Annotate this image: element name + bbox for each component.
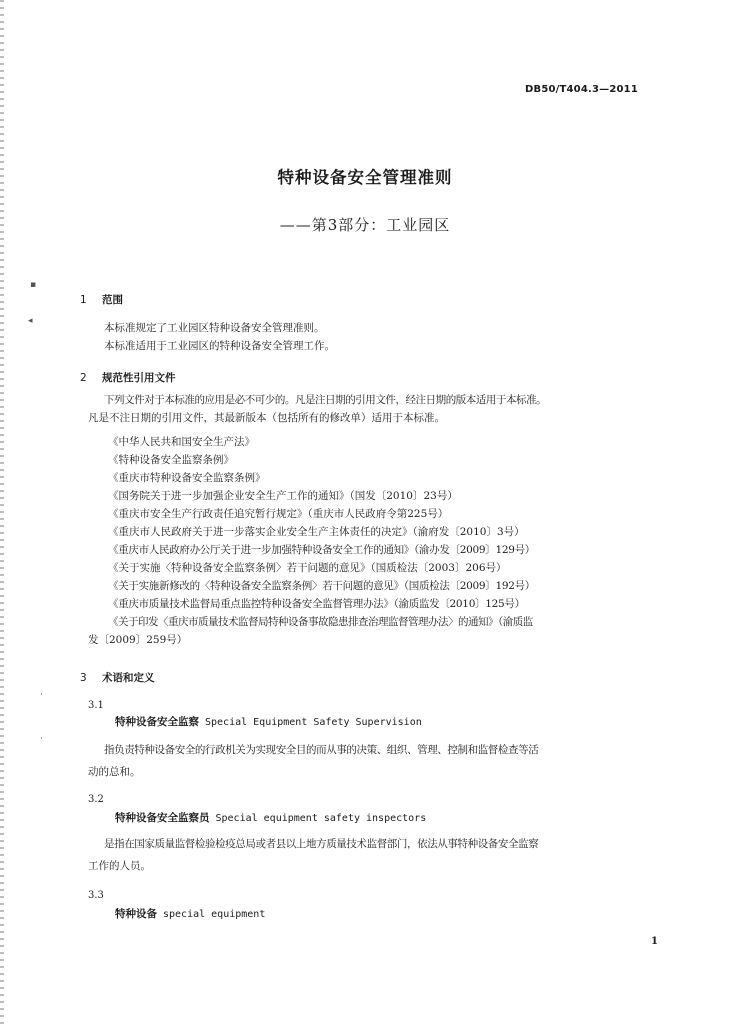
section-heading [80, 370, 176, 385]
scan-mark: ▪ [30, 280, 37, 290]
document-number: DB50/T404.3—2011 [525, 84, 638, 95]
term-chinese: 特种设备 [115, 908, 157, 920]
term-definition: 指负责特种设备安全的行政机关为实现安全目的而从事的决策、组织、管理、控制和监督检查等活 [104, 744, 539, 756]
section-heading [80, 292, 123, 307]
document-subtitle: ——第3部分：工业园区 [279, 216, 451, 234]
section-title: 术语和定义 [102, 672, 155, 684]
paragraph: 本标准适用于工业园区的特种设备安全管理工作。 [104, 340, 335, 352]
term-definition: 动的总和。 [88, 766, 141, 778]
scan-edge [0, 0, 4, 1024]
reference-item: 《重庆市人民政府办公厅关于进一步加强特种设备安全工作的通知》（渝办发〔2009〕129号） [108, 544, 536, 556]
term-definition: 工作的人员。 [88, 860, 151, 872]
reference-item: 《重庆市安全生产行政责任追究暂行规定》（重庆市人民政府令第225号） [108, 508, 449, 520]
paragraph: 下列文件对于本标准的应用是必不可少的。凡是注日期的引用文件，经注日期的版本适用于本标准。 [104, 394, 547, 406]
scan-mark: · [40, 690, 43, 700]
reference-item-continuation: 发〔2009〕259号） [88, 634, 188, 646]
term-chinese: 特种设备安全监察 [115, 716, 199, 728]
term-number: 3.2 [88, 794, 104, 805]
term-heading [115, 714, 422, 729]
reference-item: 《关于实施新修改的〈特种设备安全监察条例〉若干问题的意见》（国质检法〔2009〕192号） [108, 580, 536, 592]
section-number: 2 [80, 372, 87, 384]
reference-item: 《关于印发〈重庆市质量技术监督局特种设备事故隐患排查治理监督管理办法〉的通知》（渝质监 [108, 616, 533, 628]
reference-item: 《国务院关于进一步加强企业安全生产工作的通知》（国发〔2010〕23号） [108, 490, 458, 502]
section-number: 1 [80, 294, 87, 306]
term-english: Special equipment safety inspectors [215, 813, 427, 824]
term-heading [115, 810, 426, 825]
page-number: 1 [651, 936, 658, 947]
term-chinese: 特种设备安全监察员 [115, 812, 210, 824]
term-definition: 是指在国家质量监督检验检疫总局或者县以上地方质量技术监督部门，依法从事特种设备安全监察 [104, 838, 539, 850]
reference-item: 《特种设备安全监察条例》 [108, 454, 234, 466]
section-heading [80, 670, 155, 685]
paragraph: 凡是不注日期的引用文件，其最新版本（包括所有的修改单）适用于本标准。 [88, 412, 445, 424]
paragraph: 本标准规定了工业园区特种设备安全管理准则。 [104, 322, 325, 334]
scan-mark: ◂ [28, 316, 33, 326]
term-number: 3.1 [88, 700, 104, 711]
section-number: 3 [80, 672, 87, 684]
section-title: 规范性引用文件 [102, 372, 176, 384]
reference-item: 《关于实施〈特种设备安全监察条例〉若干问题的意见》（国质检法〔2003〕206号） [108, 562, 507, 574]
term-english: special equipment [163, 909, 266, 920]
reference-item: 《中华人民共和国安全生产法》 [108, 436, 255, 448]
reference-item: 《重庆市质量技术监督局重点监控特种设备安全监督管理办法》（渝质监发〔2010〕125号） [108, 598, 525, 610]
term-heading [115, 906, 265, 921]
reference-item: 《重庆市特种设备安全监察条例》 [108, 472, 266, 484]
term-number: 3.3 [88, 890, 104, 901]
reference-item: 《重庆市人民政府关于进一步落实企业安全生产主体责任的决定》（渝府发〔2010〕3号） [108, 526, 525, 538]
scan-mark: · [40, 734, 43, 744]
document-title: 特种设备安全管理准则 [277, 168, 453, 187]
term-english: Special Equipment Safety Supervision [205, 717, 422, 728]
section-title: 范围 [102, 294, 123, 306]
